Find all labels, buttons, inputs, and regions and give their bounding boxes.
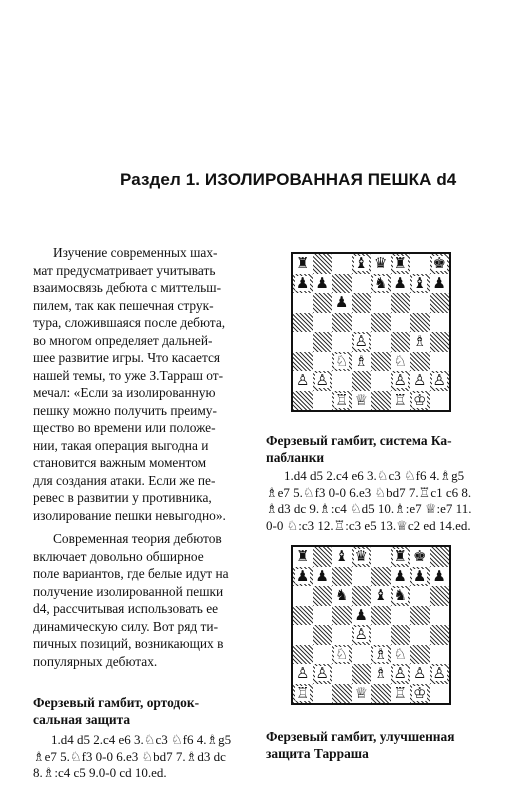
board-square — [293, 313, 313, 333]
board-square — [332, 371, 352, 391]
chess-piece-icon: ♗ — [374, 664, 388, 683]
chess-diagram-1 — [291, 252, 451, 412]
chess-piece-icon: ♙ — [413, 371, 427, 390]
text-line: d4, рассчитывая использовать ее — [33, 601, 219, 616]
board-square — [293, 567, 313, 587]
text-line: становится важным моментом — [33, 455, 207, 470]
board-square — [371, 274, 391, 294]
board-square — [430, 391, 450, 411]
board-square — [332, 567, 352, 587]
text-line: популярных дебютах. — [33, 653, 158, 669]
board-square — [293, 254, 313, 274]
left-caption — [33, 694, 249, 728]
chess-piece-icon: ♟ — [393, 566, 407, 585]
right-column-upper — [266, 432, 494, 534]
chess-piece-icon: ♝ — [413, 273, 427, 292]
chess-piece-icon: ♘ — [335, 351, 349, 370]
board-square — [410, 586, 430, 606]
text-line: щество во времени или положе- — [33, 420, 216, 435]
diagram-2-caption — [266, 728, 494, 762]
board-square — [313, 567, 333, 587]
board-square — [410, 391, 430, 411]
board-square — [293, 274, 313, 294]
moves-line: ♗e7 5.♘f3 0-0 6.e3 ♘bd7 7.♗d3 dc — [33, 748, 226, 764]
chess-piece-icon: ♟ — [432, 566, 446, 585]
board-square — [410, 625, 430, 645]
board-square — [371, 567, 391, 587]
text-line: получение изолированной пешки — [33, 583, 224, 599]
chess-piece-icon: ♙ — [296, 371, 310, 390]
board-square — [352, 371, 372, 391]
board-square — [352, 547, 372, 567]
board-square — [293, 645, 313, 665]
chess-piece-icon: ♚ — [432, 254, 446, 273]
board-square — [430, 547, 450, 567]
board-square — [391, 664, 411, 684]
board-square — [430, 293, 450, 313]
board-square — [313, 332, 333, 352]
text-line: пилем, так как пешечная струк- — [33, 297, 214, 313]
chess-piece-icon: ♟ — [296, 566, 310, 585]
chess-piece-icon: ♙ — [354, 625, 368, 644]
board-square — [352, 313, 372, 333]
text-line: ревес в развитии у противника, — [33, 490, 212, 505]
board-square — [410, 352, 430, 372]
board-square — [430, 274, 450, 294]
text-line: мат предусматривает учитывать — [33, 262, 216, 278]
board-square — [391, 352, 411, 372]
chess-piece-icon: ♟ — [296, 273, 310, 292]
board-square — [410, 664, 430, 684]
chess-piece-icon: ♝ — [335, 547, 349, 566]
chess-piece-icon: ♕ — [354, 683, 368, 702]
board-square — [391, 645, 411, 665]
board-square — [293, 684, 313, 704]
board-square — [313, 625, 333, 645]
board-square — [371, 664, 391, 684]
text-line: поле вариантов, где белые идут на — [33, 566, 229, 581]
board-square — [371, 645, 391, 665]
board-square — [391, 547, 411, 567]
chess-piece-icon: ♙ — [413, 664, 427, 683]
chess-piece-icon: ♜ — [296, 254, 310, 273]
board-square — [352, 586, 372, 606]
chess-piece-icon: ♙ — [432, 371, 446, 390]
chess-piece-icon: ♙ — [315, 371, 329, 390]
board-square — [293, 293, 313, 313]
board-square — [410, 547, 430, 567]
text-line: нии, такая операция выгодна и — [33, 437, 209, 453]
chess-piece-icon: ♚ — [413, 547, 427, 566]
chess-piece-icon: ♜ — [393, 547, 407, 566]
board-square — [391, 313, 411, 333]
chess-piece-icon: ♞ — [374, 273, 388, 292]
chess-piece-icon: ♗ — [354, 351, 368, 370]
board-square — [332, 391, 352, 411]
caption-line: пабланки — [266, 450, 325, 465]
text-line: мечал: «Если за изолированную — [33, 385, 216, 400]
board-square — [430, 352, 450, 372]
caption-line: Ферзевый гамбит, улучшенная — [266, 729, 455, 744]
second-paragraph — [33, 530, 249, 670]
board-square — [332, 313, 352, 333]
chess-piece-icon: ♔ — [413, 683, 427, 702]
board-square — [352, 332, 372, 352]
board-square — [391, 606, 411, 626]
board-square — [352, 684, 372, 704]
board-square — [371, 684, 391, 704]
text-line: во многом определяет дальней- — [33, 332, 213, 348]
board-square — [391, 254, 411, 274]
board-square — [313, 547, 333, 567]
board-square — [410, 684, 430, 704]
board-square — [371, 586, 391, 606]
chess-piece-icon: ♟ — [393, 273, 407, 292]
board-square — [430, 332, 450, 352]
chess-piece-icon: ♙ — [432, 664, 446, 683]
board-square — [293, 606, 313, 626]
board-square — [430, 645, 450, 665]
board-square — [410, 371, 430, 391]
board-square — [352, 625, 372, 645]
board-square — [313, 352, 333, 372]
chess-piece-icon: ♝ — [354, 254, 368, 273]
board-square — [391, 293, 411, 313]
chess-piece-icon: ♙ — [393, 371, 407, 390]
board-square — [371, 332, 391, 352]
chess-piece-icon: ♟ — [335, 293, 349, 312]
chess-piece-icon: ♟ — [315, 273, 329, 292]
caption-line: Ферзевый гамбит, ортодок- — [33, 695, 200, 710]
moves-line: ♗e7 5.♘f3 0-0 6.e3 ♘bd7 7.♖c1 c6 8. — [266, 484, 472, 500]
board-square — [313, 586, 333, 606]
board-square — [313, 645, 333, 665]
board-square — [293, 625, 313, 645]
board-square — [332, 332, 352, 352]
text-line: изолирование пешки невыгодно». — [33, 507, 226, 523]
board-square — [391, 371, 411, 391]
diagram-1-caption — [266, 432, 494, 466]
chess-piece-icon: ♘ — [393, 351, 407, 370]
chess-piece-icon: ♙ — [354, 332, 368, 351]
left-column — [33, 244, 249, 782]
board-square — [332, 352, 352, 372]
board-square — [332, 625, 352, 645]
board-square — [371, 391, 391, 411]
board-square — [313, 254, 333, 274]
moves-line: 1.d4 d5 2.c4 e6 3.♘c3 ♘f6 4.♗g5 — [284, 468, 465, 483]
chess-piece-icon: ♟ — [413, 566, 427, 585]
board-square — [391, 586, 411, 606]
caption-line: защита Тарраша — [266, 746, 369, 761]
chess-piece-icon: ♕ — [354, 390, 368, 409]
chess-diagram-2 — [291, 545, 451, 705]
text-line: пичных позиций, возникающих в — [33, 636, 224, 651]
caption-line: Ферзевый гамбит, система Ка- — [266, 433, 452, 448]
chess-piece-icon: ♜ — [393, 254, 407, 273]
board-square — [371, 293, 391, 313]
chess-piece-icon: ♞ — [335, 586, 349, 605]
board-square — [293, 391, 313, 411]
right-column-lower — [266, 728, 494, 762]
board-square — [430, 254, 450, 274]
board-square — [352, 352, 372, 372]
board-square — [313, 664, 333, 684]
board-square — [430, 371, 450, 391]
board-square — [352, 293, 372, 313]
text-line: шее развитие игры. Что касается — [33, 350, 221, 365]
diagram-1-moves — [266, 468, 494, 534]
board-square — [391, 274, 411, 294]
chess-piece-icon: ♖ — [393, 390, 407, 409]
text-line: для создания атаки. Если же пе- — [33, 472, 216, 488]
board-square — [371, 547, 391, 567]
text-line: динамическую силу. Вот ряд ти- — [33, 618, 219, 634]
board-square — [332, 274, 352, 294]
board-square — [410, 313, 430, 333]
board-square — [410, 606, 430, 626]
board-square — [352, 274, 372, 294]
board-square — [293, 371, 313, 391]
board-square — [371, 352, 391, 372]
board-square — [332, 586, 352, 606]
board-square — [371, 254, 391, 274]
board-square — [430, 606, 450, 626]
chess-piece-icon: ♗ — [374, 644, 388, 663]
board-square — [293, 352, 313, 372]
board-square — [430, 567, 450, 587]
chess-piece-icon: ♖ — [393, 683, 407, 702]
moves-line: 8.♗:c4 c5 9.0-0 cd 10.ed. — [33, 765, 167, 780]
board-square — [410, 567, 430, 587]
board-square — [371, 606, 391, 626]
board-square — [391, 684, 411, 704]
board-square — [391, 391, 411, 411]
chess-piece-icon: ♝ — [374, 586, 388, 605]
board-square — [391, 567, 411, 587]
chess-piece-icon: ♛ — [374, 254, 388, 273]
board-square — [391, 332, 411, 352]
board-square — [293, 547, 313, 567]
board-square — [430, 664, 450, 684]
board-square — [313, 274, 333, 294]
board-square — [371, 313, 391, 333]
text-line: тура, сложившаяся после дебюта, — [33, 315, 226, 330]
board-square — [410, 645, 430, 665]
board-square — [293, 664, 313, 684]
board-square — [332, 684, 352, 704]
board-square — [352, 567, 372, 587]
chess-piece-icon: ♜ — [296, 547, 310, 566]
board-square — [313, 391, 333, 411]
board-square — [352, 391, 372, 411]
board-square — [332, 645, 352, 665]
board-square — [410, 293, 430, 313]
chess-piece-icon: ♛ — [354, 547, 368, 566]
board-square — [313, 293, 333, 313]
board-square — [313, 313, 333, 333]
section-heading: Раздел 1. ИЗОЛИРОВАННАЯ ПЕШКА d4 — [120, 170, 457, 189]
text-line: включает довольно обширное — [33, 548, 204, 564]
board-square — [332, 547, 352, 567]
board-square — [352, 645, 372, 665]
chess-piece-icon: ♞ — [393, 586, 407, 605]
text-line: нашей темы, то уже З.Тарраш от- — [33, 367, 224, 383]
board-square — [332, 664, 352, 684]
moves-line: 0-0 ♘:c3 12.♖:c3 e5 13.♕c2 ed 14.ed. — [266, 517, 471, 533]
board-square — [430, 313, 450, 333]
board-square — [352, 254, 372, 274]
text-line: пешку можно получить преиму- — [33, 402, 217, 418]
board-square — [293, 586, 313, 606]
caption-line: сальная защита — [33, 712, 131, 727]
board-square — [332, 293, 352, 313]
text-line: взаимосвязь дебюта с миттельш- — [33, 280, 222, 295]
chess-piece-icon: ♟ — [315, 566, 329, 585]
text-line: Изучение современных шах- — [53, 245, 218, 260]
board-square — [410, 254, 430, 274]
board-square — [430, 586, 450, 606]
board-square — [410, 332, 430, 352]
board-square — [313, 606, 333, 626]
board-square — [391, 625, 411, 645]
chess-piece-icon: ♘ — [335, 644, 349, 663]
chess-piece-icon: ♙ — [315, 664, 329, 683]
chess-piece-icon: ♙ — [296, 664, 310, 683]
chess-piece-icon: ♘ — [393, 644, 407, 663]
moves-line: ♗d3 dc 9.♗:c4 ♘d5 10.♗:e7 ♕:e7 11. — [266, 501, 472, 516]
board-square — [371, 625, 391, 645]
board-square — [410, 274, 430, 294]
board-square — [352, 664, 372, 684]
board-square — [313, 371, 333, 391]
chess-piece-icon: ♗ — [413, 332, 427, 351]
text-line: Современная теория дебютов — [53, 531, 222, 546]
board-square — [430, 684, 450, 704]
board-square — [332, 606, 352, 626]
board-square — [332, 254, 352, 274]
chess-piece-icon: ♙ — [393, 664, 407, 683]
board-square — [371, 371, 391, 391]
board-square — [293, 332, 313, 352]
chess-piece-icon: ♖ — [296, 683, 310, 702]
left-moves — [33, 732, 249, 782]
moves-line: 1.d4 d5 2.c4 e6 3.♘c3 ♘f6 4.♗g5 — [51, 732, 232, 747]
board-square — [313, 684, 333, 704]
board-square — [352, 606, 372, 626]
board-square — [430, 625, 450, 645]
chess-piece-icon: ♖ — [335, 390, 349, 409]
intro-paragraph — [33, 244, 249, 524]
chess-piece-icon: ♟ — [354, 605, 368, 624]
chess-piece-icon: ♟ — [432, 273, 446, 292]
chess-piece-icon: ♔ — [413, 390, 427, 409]
